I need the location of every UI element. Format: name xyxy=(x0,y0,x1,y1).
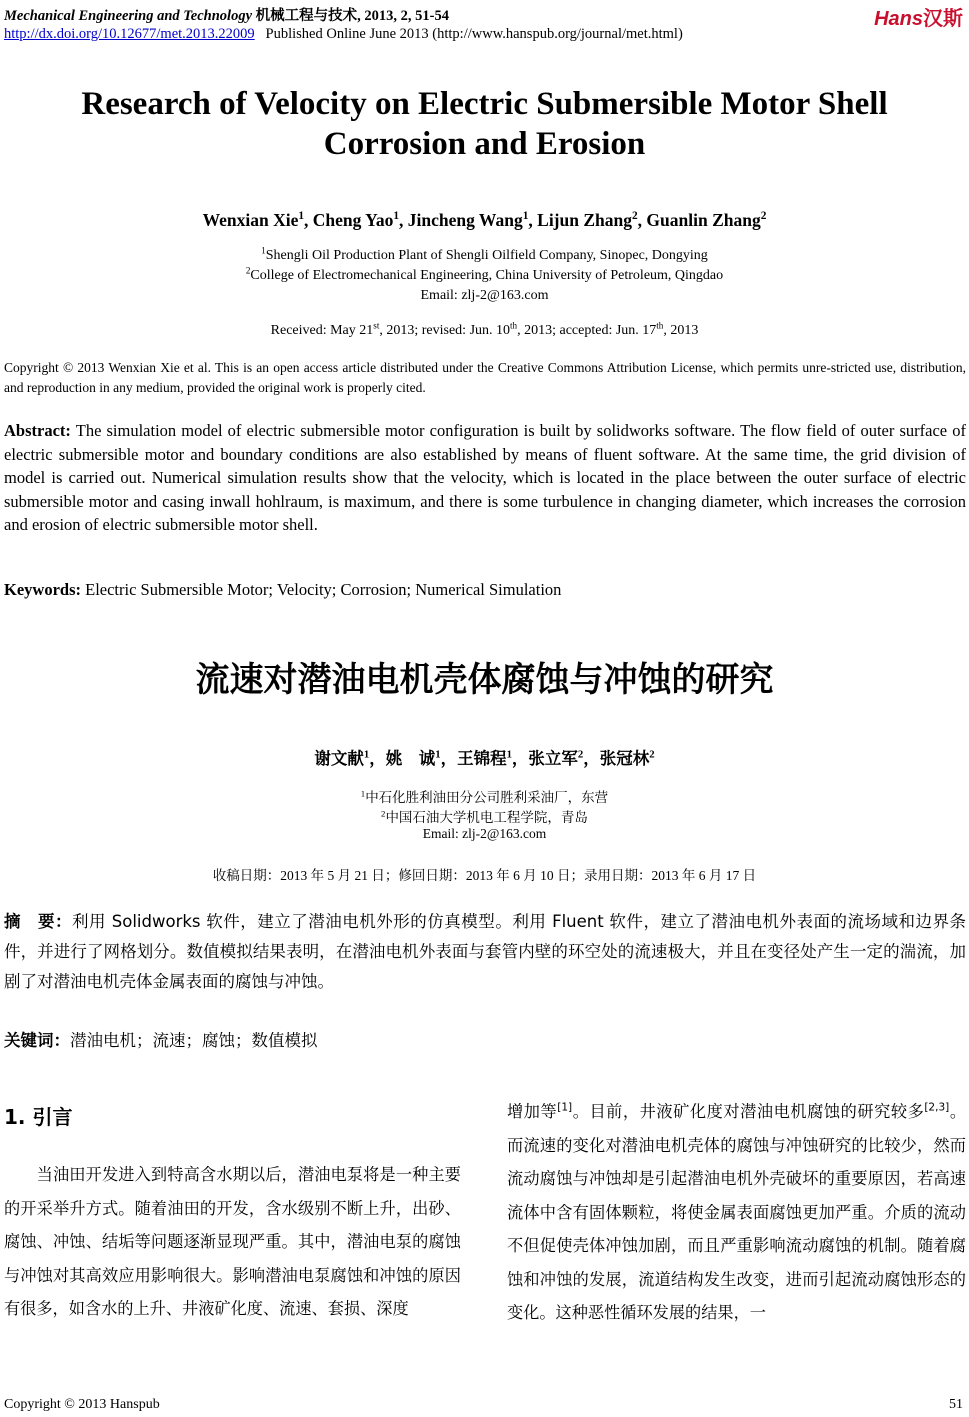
affiliation-en-1: $^1$Shengli Oil Production Plant of Shengli Oilfield Company, Sinopec, Dongying xyxy=(261,245,708,263)
author: Lijun Zhang$^2$, xyxy=(537,210,647,230)
dates-en: Received: May 21st, 2013; revised: Jun. 10th, 2013; accepted: Jun. 17th, 2013 xyxy=(270,320,699,338)
affiliation-zh-2: $^2$中国石油大学机电工程学院，青岛 xyxy=(381,808,588,825)
paper-title-en xyxy=(0,84,969,164)
section-heading: 1. 引言 xyxy=(4,1105,73,1129)
abstract-zh xyxy=(4,907,966,997)
authors-zh xyxy=(0,745,969,769)
logo-text-en: Hans xyxy=(874,8,923,30)
keywords-en xyxy=(4,580,966,600)
affiliation-zh-1: $^1$中石化胜利油田分公司胜利采油厂，东营 xyxy=(360,788,609,805)
author: 张冠林$^2$ xyxy=(599,748,655,768)
author: 谢文献$^1$， xyxy=(314,748,386,768)
abstract-label: Abstract: xyxy=(4,421,71,440)
abstract-zh-text: 利用 Solidworks 软件，建立了潜油电机外形的仿真模型。利用 Fluent 软件，建立了潜油电机外表面的流场域和边界条件，并进行了网格划分。数值模拟结果表明，在潜油电机外表面与套管内壁的环空处的流速极大，并且在变径处产生一定的湍流，加剧了对潜油电机壳体金属表面的腐蚀与冲蚀。 xyxy=(4,912,966,991)
author: Jincheng Wang$^1$, xyxy=(407,210,538,230)
journal-header xyxy=(4,4,449,25)
copyright-note: Copyright © 2013 Wenxian Xie et al. This is an open access article distributed under the Creative Commons Attribution License, which permits unre-stricted use, distribution, and reproduction in any medium, provided the original work is properly cited. xyxy=(4,360,966,395)
abstract-en xyxy=(4,419,966,537)
hans-logo xyxy=(874,2,963,31)
citation-ref[interactable]: [1] xyxy=(557,1101,573,1114)
footer-copyright: Copyright © 2013 Hanspub xyxy=(4,1397,160,1412)
author: 张立军$^2$， xyxy=(528,748,600,768)
keywords-label: Keywords: xyxy=(4,580,81,599)
body-column-left: 当油田开发进入到特高含水期以后，潜油电泵将是一种主要的开采举升方式。随着油田的开发，含水级别不断上升，出砂、腐蚀、冲蚀、结垢等问题逐渐显现严重。其中，潜油电泵的腐蚀与冲蚀对其高效应用影响很大。影响潜油电泵腐蚀和冲蚀的原因有很多，如含水的上升、井液矿化度、流速、套损、深度 xyxy=(4,1165,461,1318)
abstract-text: The simulation model of electric submersible motor configuration is built by solidworks software. The flow field of outer surface of electric submersible motor and boundary conditions are also established by means of fluent software. At the same time, the grid division of model is carried out. Numerical simulation results show that the velocity, which is located in the place between the outer surface of electric submersible motor and casing inwall hohlraum, is maximum, and there is some turbulence in changing diameter, which increases the corrosion and erosion of electric submersible motor shell. xyxy=(4,421,966,535)
journal-name-zh: 机械工程与技术 xyxy=(255,8,358,24)
paper-title-zh: 流速对潜油电机壳体腐蚀与冲蚀的研究 xyxy=(195,660,774,700)
doi-line xyxy=(4,26,683,43)
volume-info: , 2013, 2, 51-54 xyxy=(357,8,449,24)
author: 姚 诚$^1$， xyxy=(385,748,458,768)
logo-text-zh: 汉斯 xyxy=(923,8,963,30)
keywords-zh xyxy=(4,1027,318,1051)
affiliation-en-2: $^2$College of Electromechanical Engineering, China University of Petroleum, Qingdao xyxy=(245,265,724,283)
keywords-text: Electric Submersible Motor; Velocity; Corrosion; Numerical Simulation xyxy=(81,580,562,599)
keywords-zh-text: 潜油电机；流速；腐蚀；数值模拟 xyxy=(70,1031,318,1050)
author: Cheng Yao$^1$, xyxy=(312,210,408,230)
citation-ref[interactable]: [2,3] xyxy=(924,1101,950,1114)
keywords-zh-label: 关键词： xyxy=(4,1031,70,1050)
dates-zh: 收稿日期：2013 年 5 月 21 日；修回日期：2013 年 6 月 10 日；录用日期：2013 年 6 月 17 日 xyxy=(212,868,757,883)
published-online: Published Online June 2013 (http://www.hanspub.org/journal/met.html) xyxy=(265,26,683,42)
doi-link[interactable]: http://dx.doi.org/10.12677/met.2013.22009 xyxy=(4,26,255,42)
title-line-1: Research of Velocity on Electric Submersible Motor Shell xyxy=(81,86,888,122)
body-column-right: 增加等[1]。目前，井液矿化度对潜油电机腐蚀的研究较多[2,3]。而流速的变化对潜油电机壳体的腐蚀与冲蚀研究的比较少，然而流动腐蚀与冲蚀却是引起潜油电机外壳破坏的重要原因，若高速流体中含有固体颗粒，将使金属表面腐蚀更加严重。介质的流动不但促使壳体冲蚀加剧，而且严重影响流动腐蚀的机制。随着腐蚀和冲蚀的发展，流道结构发生改变，进而引起流动腐蚀形态的变化。这种恶性循环发展的结果，一 xyxy=(507,1101,967,1322)
journal-name-en: Mechanical Engineering and Technology xyxy=(4,8,253,24)
author: 王锦程$^1$， xyxy=(457,748,529,768)
authors-en xyxy=(0,210,969,231)
author: Wenxian Xie$^1$, xyxy=(202,210,313,230)
email-en: Email: zlj-2@163.com xyxy=(420,288,549,303)
title-line-2: Corrosion and Erosion xyxy=(323,126,646,162)
author: Guanlin Zhang$^2$ xyxy=(646,210,767,230)
page-number: 51 xyxy=(949,1397,963,1412)
email-zh: Email: zlj-2@163.com xyxy=(422,826,547,841)
abstract-zh-label: 摘 要： xyxy=(4,912,73,931)
